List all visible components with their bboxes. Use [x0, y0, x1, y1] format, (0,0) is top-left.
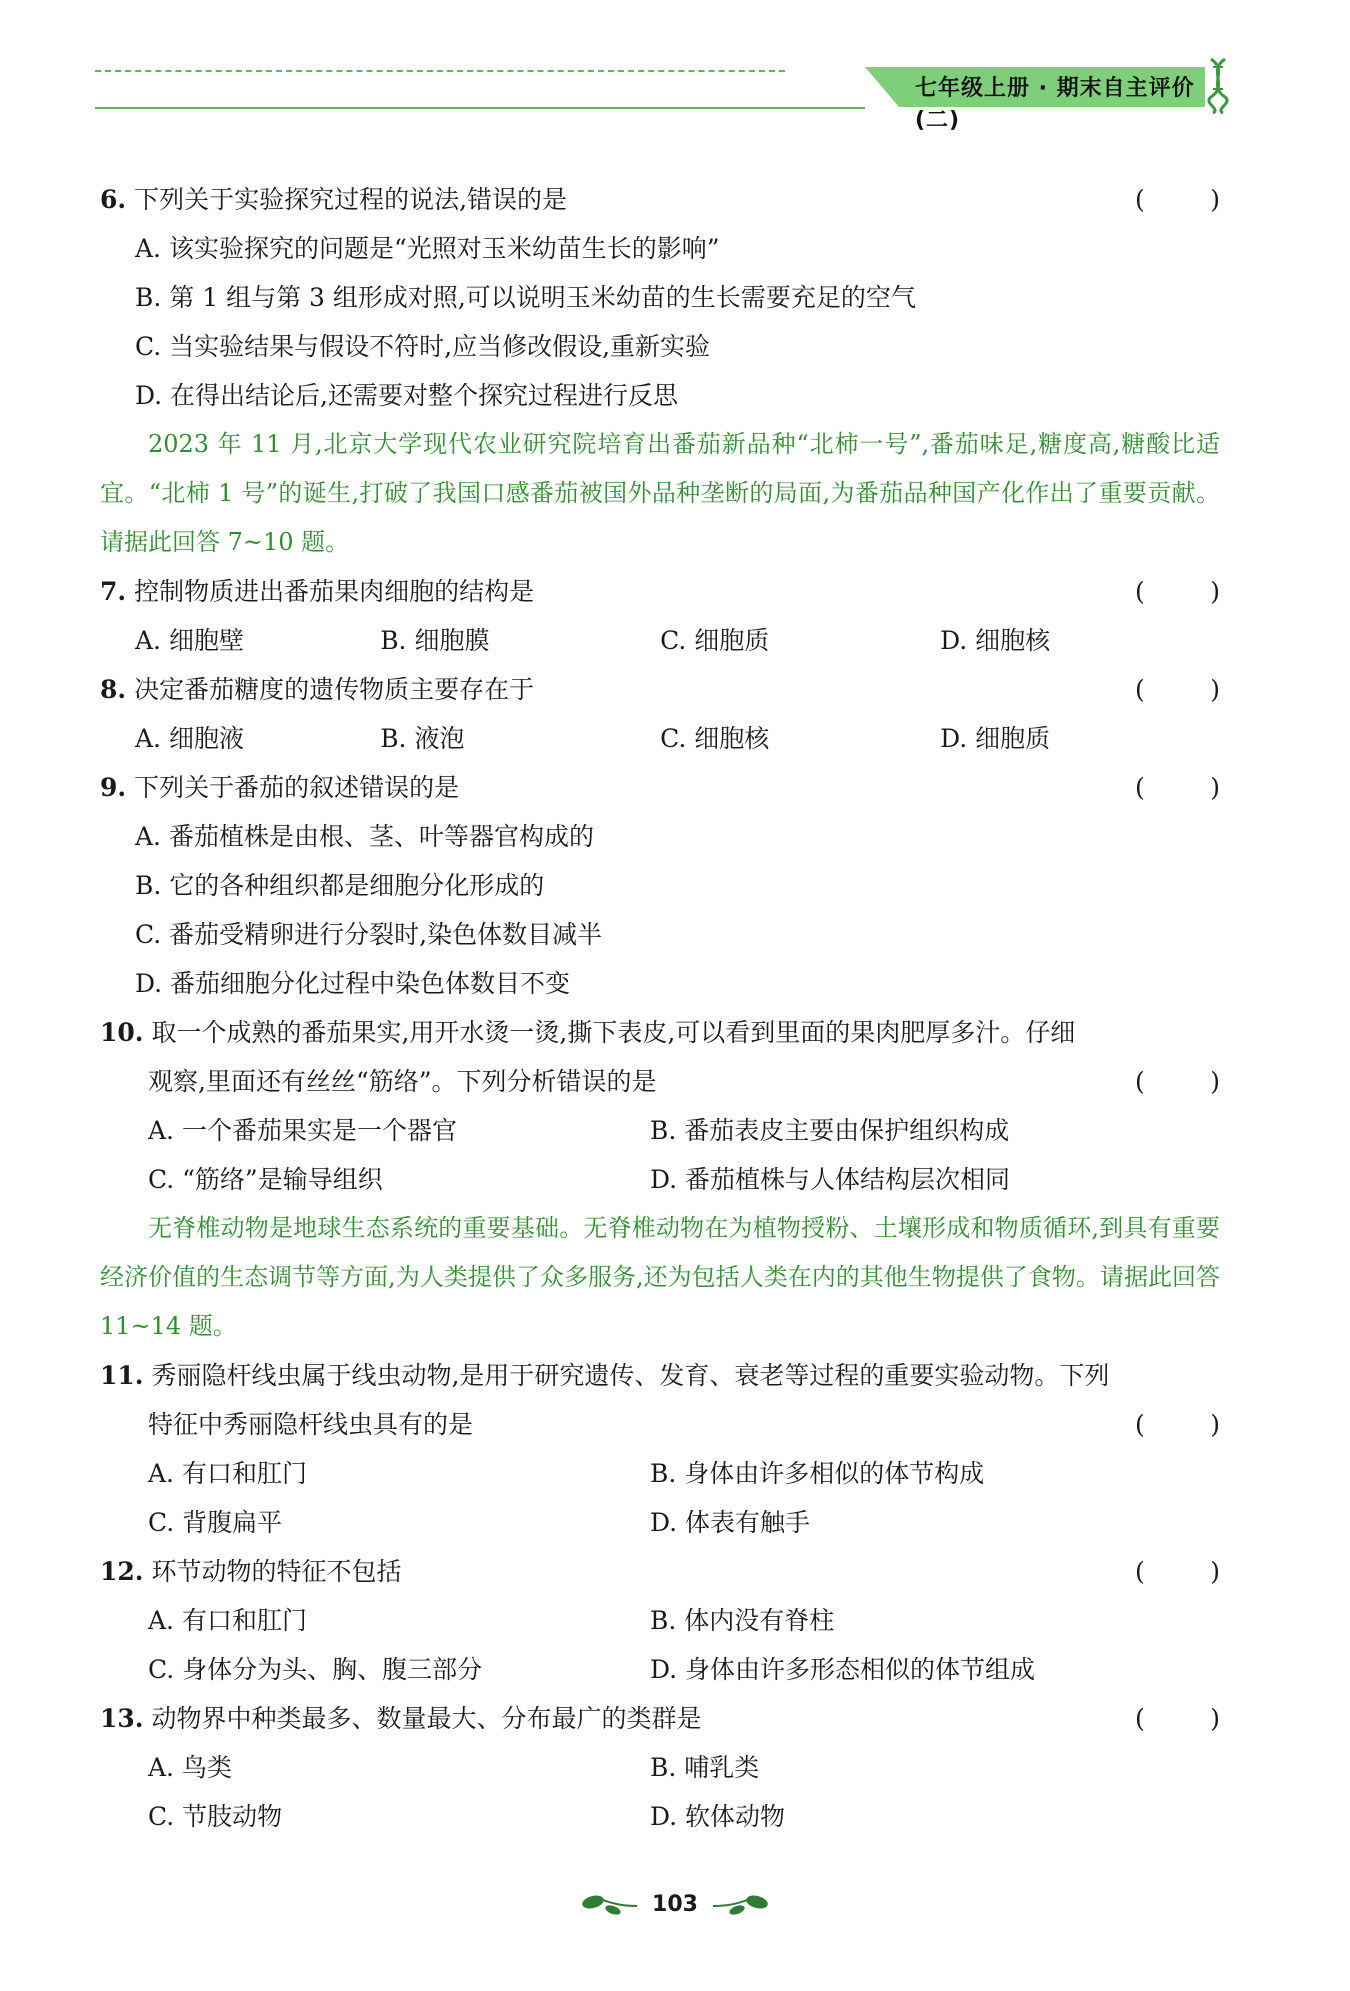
question-stem: 下列关于实验探究过程的说法,错误的是	[134, 185, 568, 214]
options-row	[100, 1449, 1220, 1498]
question-stem: 决定番茄糖度的遗传物质主要存在于	[134, 675, 535, 704]
question-number: 12.	[100, 1557, 144, 1586]
question-9	[100, 763, 1220, 812]
dna-icon	[1203, 55, 1233, 115]
page-footer	[0, 1880, 1350, 1930]
question-13	[100, 1694, 1220, 1743]
question-7	[100, 567, 1220, 616]
answer-blank[interactable]: ( )	[1135, 675, 1220, 704]
page-header	[95, 55, 1215, 133]
option-b: B. 身体由许多相似的体节构成	[650, 1459, 985, 1488]
option-d: D. 身体由许多形态相似的体节组成	[650, 1655, 1036, 1684]
leaf-icon	[711, 1890, 771, 1920]
header-dashed-line	[95, 70, 785, 72]
page-number: 103	[652, 1892, 698, 1917]
question-number: 8.	[100, 675, 127, 704]
answer-blank[interactable]: ( )	[1135, 1410, 1220, 1439]
question-12	[100, 1547, 1220, 1596]
option-a: A. 鸟类	[148, 1753, 232, 1782]
reading-passage-1: 2023 年 11 月,北京大学现代农业研究院培育出番茄新品种“北柿一号”,番茄味足,糖度高,糖酸比适宜。“北柿 1 号”的诞生,打破了我国口感番茄被国外品种垄断的局面,为番茄品种国产化作出了重要贡献。请据此回答 7~10 题。	[100, 430, 1220, 556]
option-d: D. 在得出结论后,还需要对整个探究过程进行反思	[135, 381, 678, 410]
option-c: C. 当实验结果与假设不符时,应当修改假设,重新实验	[135, 332, 711, 361]
options-row	[100, 1743, 1220, 1792]
options-row	[100, 1596, 1220, 1645]
answer-blank[interactable]: ( )	[1135, 577, 1220, 606]
question-stem: 环节动物的特征不包括	[151, 1557, 402, 1586]
question-6	[100, 175, 1220, 224]
header-title: 七年级上册 · 期末自主评价(二)	[915, 76, 1195, 133]
option-d: D. 番茄细胞分化过程中染色体数目不变	[135, 969, 571, 998]
options-row	[100, 1792, 1220, 1841]
option-b: B. 细胞膜	[380, 626, 490, 655]
options-row	[100, 714, 1220, 763]
option-b: B. 它的各种组织都是细胞分化形成的	[135, 871, 545, 900]
option-d: D. 体表有触手	[650, 1508, 811, 1537]
option-b: B. 液泡	[380, 724, 465, 753]
option-c: C. “筋络”是输导组织	[148, 1165, 383, 1194]
answer-blank[interactable]: ( )	[1135, 773, 1220, 802]
question-content	[100, 175, 1220, 1841]
option-a: A. 一个番茄果实是一个器官	[148, 1116, 457, 1145]
question-stem-continued: 观察,里面还有丝丝“筋络”。下列分析错误的是 ( )	[100, 1057, 1220, 1106]
option-c: C. 背腹扁平	[148, 1508, 283, 1537]
option-a: A. 有口和肛门	[148, 1606, 307, 1635]
option-d: D. 细胞质	[940, 724, 1051, 753]
question-11	[100, 1351, 1220, 1400]
option-c: C. 番茄受精卵进行分裂时,染色体数目减半	[135, 920, 603, 949]
answer-blank[interactable]: ( )	[1135, 1067, 1220, 1096]
question-8	[100, 665, 1220, 714]
options-row	[100, 1155, 1220, 1204]
question-number: 9.	[100, 773, 127, 802]
option-a: A. 细胞壁	[135, 626, 244, 655]
answer-blank[interactable]: ( )	[1135, 1557, 1220, 1586]
option-b: B. 第 1 组与第 3 组形成对照,可以说明玉米幼苗的生长需要充足的空气	[135, 283, 916, 312]
question-stem: 取一个成熟的番茄果实,用开水烫一烫,撕下表皮,可以看到里面的果肉肥厚多汁。仔细	[151, 1018, 1076, 1047]
options-row	[100, 616, 1220, 665]
leaf-icon	[579, 1890, 639, 1920]
option-c: C. 身体分为头、胸、腹三部分	[148, 1655, 483, 1684]
options-row	[100, 1106, 1220, 1155]
option-b: B. 体内没有脊柱	[650, 1606, 835, 1635]
option-a: A. 番茄植株是由根、茎、叶等器官构成的	[135, 822, 594, 851]
answer-blank[interactable]: ( )	[1135, 185, 1220, 214]
option-c: C. 细胞质	[660, 626, 770, 655]
option-b: B. 哺乳类	[650, 1753, 760, 1782]
option-b: B. 番茄表皮主要由保护组织构成	[650, 1116, 1010, 1145]
question-stem: 下列关于番茄的叙述错误的是	[134, 773, 460, 802]
reading-passage-2: 无脊椎动物是地球生态系统的重要基础。无脊椎动物在为植物授粉、土壤形成和物质循环,到具有重要经济价值的生态调节等方面,为人类提供了众多服务,还为包括人类在内的其他生物提供了食物。请据此回答 11~14 题。	[100, 1214, 1220, 1340]
question-number: 6.	[100, 185, 127, 214]
option-d: D. 软体动物	[650, 1802, 786, 1831]
question-number: 7.	[100, 577, 127, 606]
question-10	[100, 1008, 1220, 1057]
question-stem: 动物界中种类最多、数量最大、分布最广的类群是	[151, 1704, 702, 1733]
option-c: C. 细胞核	[660, 724, 770, 753]
option-a: A. 该实验探究的问题是“光照对玉米幼苗生长的影响”	[135, 234, 720, 263]
question-number: 10.	[100, 1018, 144, 1047]
options-row	[100, 1498, 1220, 1547]
option-d: D. 细胞核	[940, 626, 1051, 655]
question-stem: 秀丽隐杆线虫属于线虫动物,是用于研究遗传、发育、衰老等过程的重要实验动物。下列	[151, 1361, 1110, 1390]
option-d: D. 番茄植株与人体结构层次相同	[650, 1165, 1011, 1194]
question-stem: 控制物质进出番茄果肉细胞的结构是	[134, 577, 535, 606]
option-a: A. 有口和肛门	[148, 1459, 307, 1488]
answer-blank[interactable]: ( )	[1135, 1704, 1220, 1733]
header-rule	[95, 107, 865, 109]
question-number: 11.	[100, 1361, 144, 1390]
options-row	[100, 1645, 1220, 1694]
question-stem-continued: 特征中秀丽隐杆线虫具有的是 ( )	[100, 1400, 1220, 1449]
question-number: 13.	[100, 1704, 144, 1733]
option-a: A. 细胞液	[135, 724, 244, 753]
option-c: C. 节肢动物	[148, 1802, 283, 1831]
